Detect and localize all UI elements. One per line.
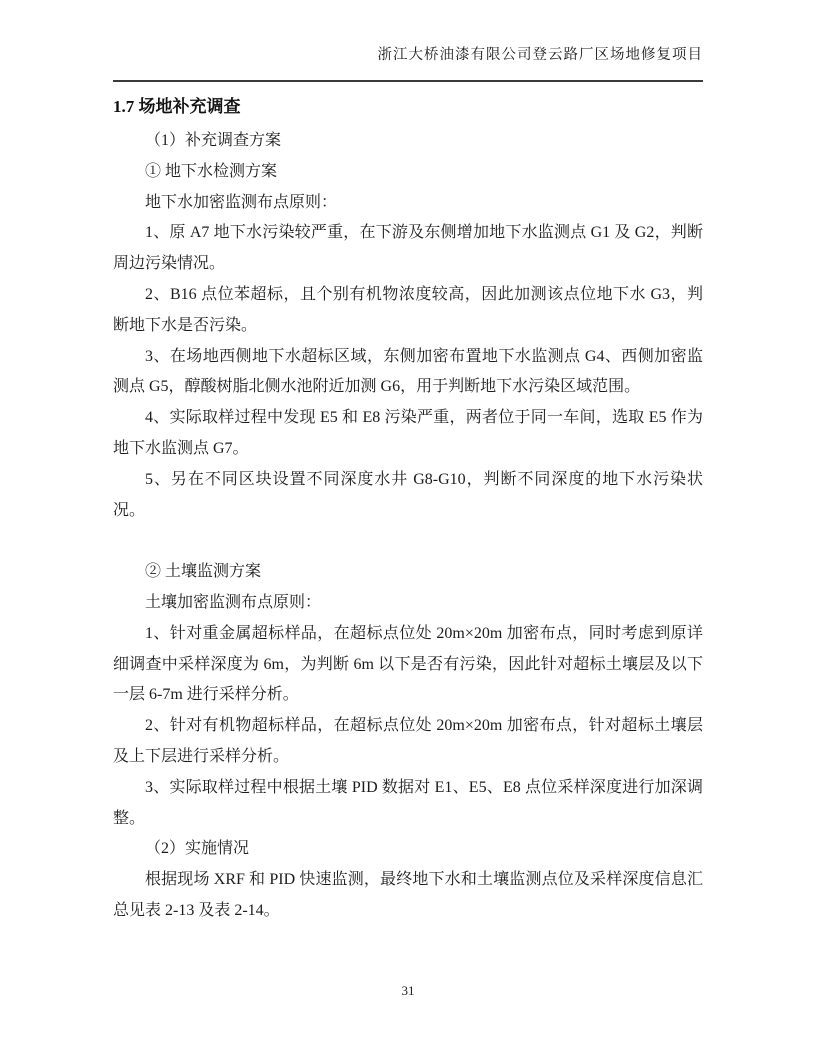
paragraph: 根据现场 XRF 和 PID 快速监测，最终地下水和土壤监测点位及采样深度信息汇总见表 2-13 及表 2-14。: [113, 871, 703, 919]
header-divider: [113, 80, 703, 82]
paragraph: 1、针对重金属超标样品，在超标点位处 20m×20m 加密布点，同时考虑到原详细调查中采样深度为 6m，为判断 6m 以下是否有污染，因此针对超标土壤层及以下一层 6-7m 进行采样分析。: [113, 624, 703, 704]
paragraph: （1）补充调查方案: [145, 132, 282, 149]
paragraph: 地下水加密监测布点原则：: [145, 193, 338, 211]
paragraph: 2、B16 点位苯超标，且个别有机物浓度较高，因此加测该点位地下水 G3，判断地下水是否污染。: [113, 285, 703, 334]
page-number: 31: [401, 983, 415, 998]
section-heading: 1.7 场地补充调查: [113, 97, 241, 116]
paragraph: 4、实际取样过程中发现 E5 和 E8 污染严重，两者位于同一车间，选取 E5 作为地下水监测点 G7。: [113, 409, 703, 457]
page-header: [113, 46, 703, 82]
paragraph: 5、另在不同区块设置不同深度水井 G8-G10，判断不同深度的地下水污染状况。: [113, 470, 703, 519]
paragraph: （2）实施情况: [145, 840, 250, 858]
paragraph: 3、实际取样过程中根据土壤 PID 数据对 E1、E5、E8 点位采样深度进行加深调整。: [113, 778, 703, 827]
page-footer: [0, 982, 816, 1000]
paragraph: 1、原 A7 地下水污染较严重，在下游及东侧增加地下水监测点 G1 及 G2，判断周边污染情况。: [113, 224, 703, 273]
paragraph: ② 土壤监测方案: [145, 563, 262, 581]
paragraph: 2、针对有机物超标样品，在超标点位处 20m×20m 加密布点，针对超标土壤层及上下层进行采样分析。: [113, 717, 703, 765]
paragraph: 土壤加密监测布点原则：: [145, 593, 322, 611]
paragraph-spacer: [113, 526, 703, 557]
paragraph: ① 地下水检测方案: [145, 162, 278, 180]
document-body: [113, 96, 703, 927]
paragraph: 3、在场地西侧地下水超标区域，东侧加密布置地下水监测点 G4、西侧加密监测点 G5，醇酸树脂北侧水池附近加测 G6，用于判断地下水污染区域范围。: [113, 347, 703, 396]
header-title: 浙江大桥油漆有限公司登云路厂区场地修复项目: [377, 47, 703, 63]
